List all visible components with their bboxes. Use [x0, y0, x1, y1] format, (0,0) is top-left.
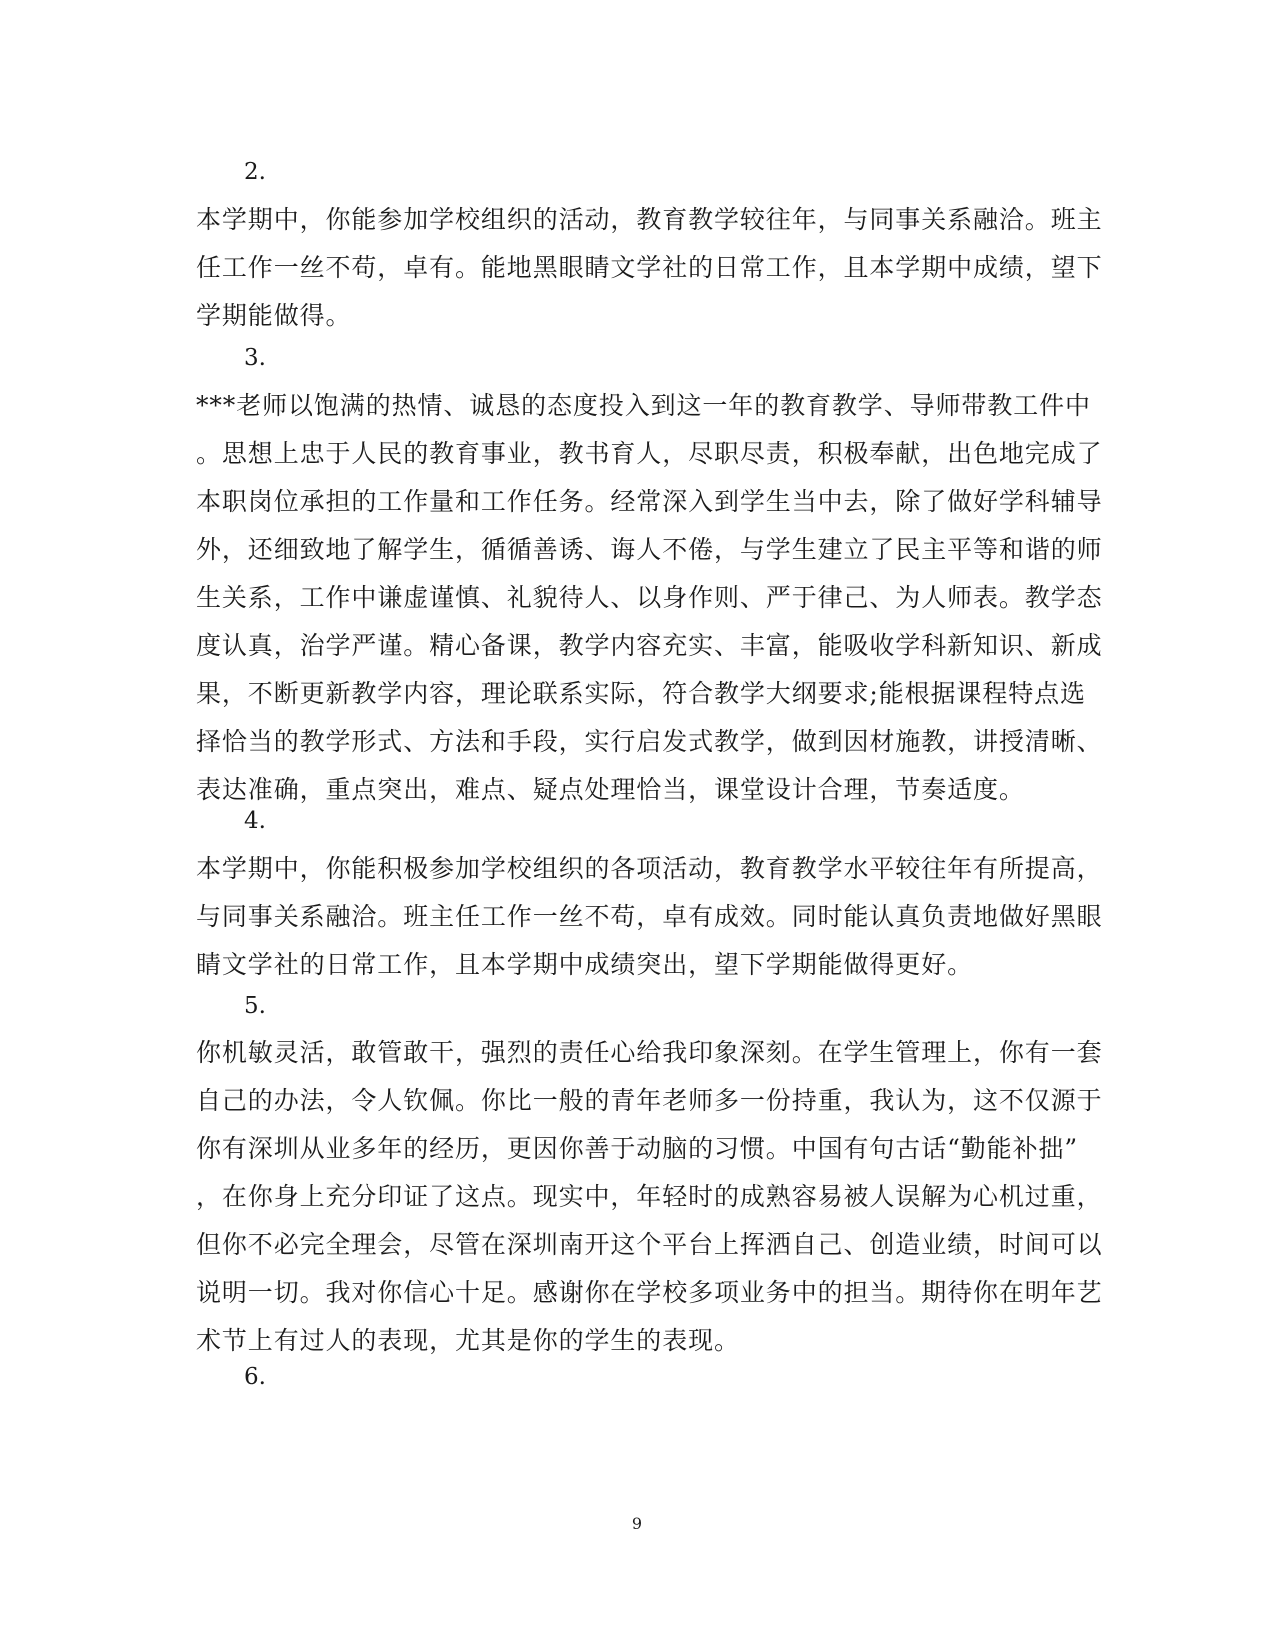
- paragraph-line: 任工作一丝不苟，卓有。能地黑眼睛文学社的日常工作，且本学期中成绩，望下: [196, 253, 1103, 282]
- paragraph-line: 与同事关系融洽。班主任工作一丝不苟，卓有成效。同时能认真负责地做好黑眼: [196, 902, 1103, 931]
- section-number: 2.: [244, 159, 266, 185]
- paragraph-line: 本职岗位承担的工作量和工作任务。经常深入到学生当中去，除了做好学科辅导: [196, 487, 1103, 516]
- paragraph-line: 你有深圳从业多年的经历，更因你善于动脑的习惯。中国有句古话“勤能补拙”: [196, 1134, 1079, 1163]
- paragraph-line: 术节上有过人的表现，尤其是你的学生的表现。: [196, 1326, 740, 1355]
- paragraph-line: 但你不必完全理会，尽管在深圳南开这个平台上挥洒自己、创造业绩，时间可以: [196, 1230, 1103, 1259]
- page-number: 9: [631, 1514, 643, 1533]
- paragraph-line: 本学期中，你能参加学校组织的活动，教育教学较往年，与同事关系融洽。班主: [196, 205, 1103, 234]
- paragraph-line: 学期能做得。: [196, 301, 352, 330]
- section-paragraph: [196, 1029, 1103, 1365]
- paragraph-line: 外，还细致地了解学生，循循善诱、诲人不倦，与学生建立了民主平等和谐的师: [196, 535, 1103, 564]
- section-paragraph: [196, 382, 1103, 814]
- section-paragraph: [196, 845, 1103, 989]
- paragraph-line: ，在你身上充分印证了这点。现实中，年轻时的成熟容易被人误解为心机过重，: [196, 1182, 1103, 1211]
- paragraph-line: 本学期中，你能积极参加学校组织的各项活动，教育教学水平较往年有所提高，: [196, 854, 1103, 883]
- section-number: 5.: [244, 993, 266, 1019]
- section-number: 3.: [244, 345, 266, 371]
- paragraph-line: 自己的办法，令人钦佩。你比一般的青年老师多一份持重，我认为，这不仅源于: [196, 1086, 1103, 1115]
- paragraph-line: 。思想上忠于人民的教育事业，教书育人，尽职尽责，积极奉献，出色地完成了: [196, 439, 1103, 468]
- paragraph-line: 度认真，治学严谨。精心备课，教学内容充实、丰富，能吸收学科新知识、新成: [196, 631, 1103, 660]
- paragraph-line: 说明一切。我对你信心十足。感谢你在学校多项业务中的担当。期待你在明年艺: [196, 1278, 1103, 1307]
- paragraph-line: 生关系，工作中谦虚谨慎、礼貌待人、以身作则、严于律己、为人师表。教学态: [196, 583, 1103, 612]
- paragraph-line: 择恰当的教学形式、方法和手段，实行启发式教学，做到因材施教，讲授清晰、: [196, 727, 1103, 756]
- paragraph-line: 果，不断更新教学内容，理论联系实际，符合教学大纲要求;能根据课程特点选: [196, 679, 1086, 708]
- section-number: 6.: [244, 1364, 266, 1390]
- section-paragraph: [196, 196, 1103, 340]
- paragraph-line: ***老师以饱满的热情、诚恳的态度投入到这一年的教育教学、导师带教工件中: [196, 391, 1091, 420]
- paragraph-line: 睛文学社的日常工作，且本学期中成绩突出，望下学期能做得更好。: [196, 950, 974, 979]
- paragraph-line: 表达准确，重点突出，难点、疑点处理恰当，课堂设计合理，节奏适度。: [196, 775, 1025, 804]
- section-number: 4.: [244, 808, 266, 834]
- paragraph-line: 你机敏灵活，敢管敢干，强烈的责任心给我印象深刻。在学生管理上，你有一套: [196, 1038, 1103, 1067]
